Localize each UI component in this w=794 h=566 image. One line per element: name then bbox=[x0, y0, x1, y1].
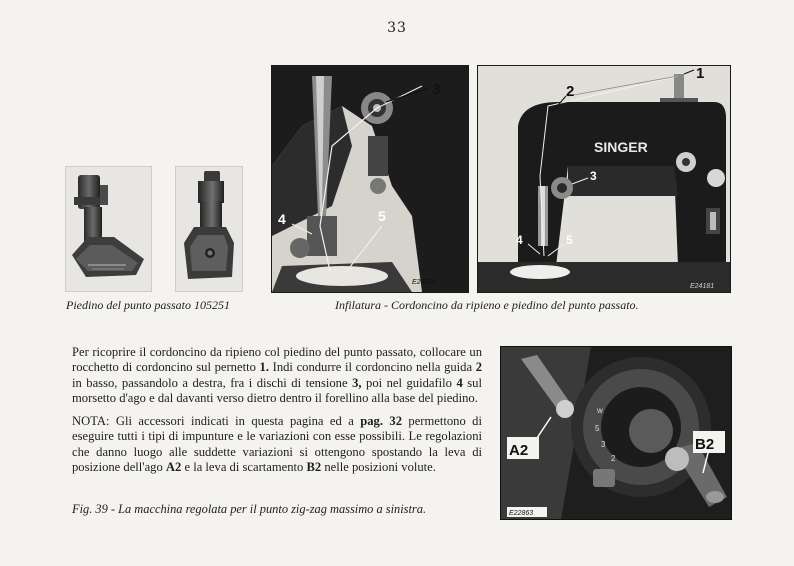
callout-2: 2 bbox=[566, 83, 575, 100]
caption-threading: Infilatura - Cordoncino da ripieno e piedino del punto passato. bbox=[335, 298, 639, 312]
callout-5: 5 bbox=[566, 233, 573, 247]
photo-code: E22863 bbox=[509, 510, 534, 517]
stitch-dial-photo bbox=[500, 346, 732, 520]
callout-3: 3 bbox=[590, 169, 597, 183]
presser-foot-back-photo bbox=[175, 166, 243, 292]
paragraph-threading: Per ricoprire il cordoncino da ripieno col piedino del punto passato, collocare un rocchetto di cordoncino sul pernetto 1. Indi condurre il cordoncino nella guida 2 in basso, passandolo a destra, fra i dischi di tensione 3, poi nel guidafilo 4 sul morsetto d'ago e dal davanti verso dietro dentro il forellino alla base del piedino. bbox=[72, 345, 482, 405]
callout-4: 4 bbox=[516, 233, 523, 247]
svg-text:2: 2 bbox=[611, 454, 616, 463]
callout-3: 3 bbox=[432, 81, 441, 98]
caption-fig39: Fig. 39 - La macchina regolata per il punto zig-zag massimo a sinistra. bbox=[72, 502, 427, 516]
callout-4: 4 bbox=[278, 211, 286, 227]
svg-text:3: 3 bbox=[601, 440, 606, 449]
instructions-text bbox=[72, 345, 482, 483]
callout-b2: B2 bbox=[695, 436, 715, 453]
svg-text:w: w bbox=[597, 406, 603, 415]
photo-code: E24264 bbox=[412, 279, 437, 286]
brand-singer: SINGER bbox=[594, 139, 648, 155]
callout-5: 5 bbox=[378, 208, 386, 224]
svg-text:5: 5 bbox=[595, 424, 600, 433]
photo-code: E24181 bbox=[690, 283, 715, 290]
caption-presser-foot: Piedino del punto passato 105251 bbox=[66, 298, 230, 312]
paragraph-note: NOTA: Gli accessori indicati in questa pagina ed a pag. 32 permettono di eseguire tutti i tipi di impunture e le variazioni con esse possibili. Le regolazioni che danno luogo alle suddette variazioni si ottengono spostando la leva di posizione dell'ago A2 e la leva di scartamento B2 nelle posizioni volute. bbox=[72, 414, 482, 475]
presser-foot-front-photo bbox=[65, 166, 152, 292]
threading-closeup-photo bbox=[271, 65, 469, 293]
callout-a2: A2 bbox=[509, 442, 529, 459]
callout-1: 1 bbox=[696, 66, 705, 82]
singer-machine-photo bbox=[477, 65, 731, 293]
page-number: 33 bbox=[387, 20, 407, 36]
